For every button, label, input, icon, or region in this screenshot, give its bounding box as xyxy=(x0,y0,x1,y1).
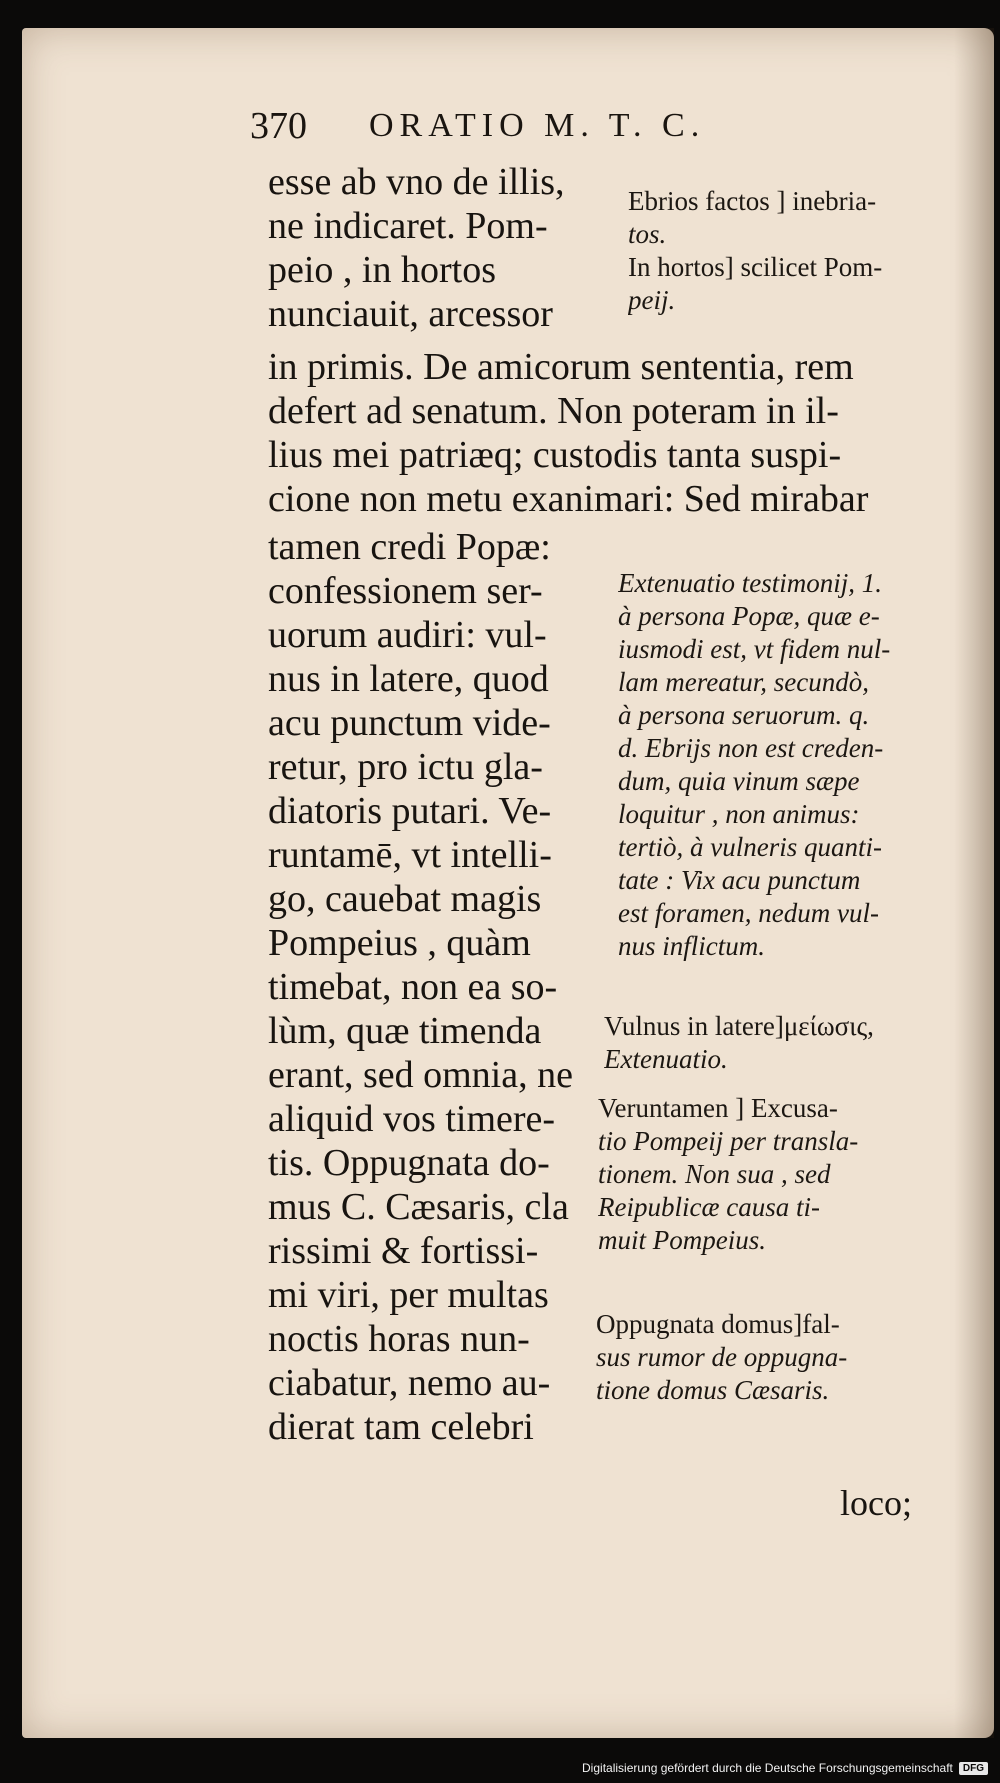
note-line: Extenuatio. xyxy=(604,1044,728,1074)
note-line: nus inflictum. xyxy=(618,931,765,961)
text-line: confessionem ser- xyxy=(268,570,543,612)
marginal-note-1 xyxy=(628,185,882,317)
main-text-block-1 xyxy=(268,160,608,336)
text-line: diatoris putari. Ve- xyxy=(268,790,552,832)
text-line: peio , in hortos xyxy=(268,249,496,291)
note-line: sus rumor de oppugna- xyxy=(596,1342,848,1372)
text-line: runtamē, vt intelli- xyxy=(268,834,552,876)
note-line: tertiò, à vulneris quanti- xyxy=(618,832,882,862)
note-line: Ebrios factos ] inebria- xyxy=(628,186,877,216)
note-line: tione domus Cæsaris. xyxy=(596,1375,830,1405)
page-edge-shadow xyxy=(954,28,994,1738)
dfg-logo-icon: DFG xyxy=(959,1762,988,1775)
note-line: dum, quia vinum sæpe xyxy=(618,766,860,796)
note-line: Extenuatio testimonij, 1. xyxy=(618,568,882,598)
text-line: mi viri, per multas xyxy=(268,1274,549,1316)
page-header xyxy=(250,95,810,157)
text-line: in primis. De amicorum sententia, rem xyxy=(268,346,854,388)
text-line: dierat tam celebri xyxy=(268,1406,534,1448)
text-line: mus C. Cæsaris, cla xyxy=(268,1186,569,1228)
note-line: tio Pompeij per transla- xyxy=(598,1126,859,1156)
digitization-credit xyxy=(582,1757,988,1779)
note-line: Vulnus in latere]μείωσις, xyxy=(604,1011,874,1041)
text-line: esse ab vno de illis, xyxy=(268,161,565,203)
note-line: d. Ebrijs non est creden- xyxy=(618,733,884,763)
note-line: iusmodi est, vt fidem nul- xyxy=(618,634,891,664)
note-line: tate : Vix acu punctum xyxy=(618,865,861,895)
text-line: noctis horas nun- xyxy=(268,1318,530,1360)
text-line: lius mei patriæq; custodis tanta suspi- xyxy=(268,434,842,476)
note-line: Oppugnata domus]fal- xyxy=(596,1309,840,1339)
marginal-note-2 xyxy=(618,567,890,963)
credit-text: Digitalisierung gefördert durch die Deutsche Forschungsgemeinschaft xyxy=(582,1761,953,1775)
text-line: ciabatur, nemo au- xyxy=(268,1362,551,1404)
text-line: Pompeius , quàm xyxy=(268,922,531,964)
text-line: rissimi & fortissi- xyxy=(268,1230,539,1272)
note-line: à persona Popæ, quæ e- xyxy=(618,601,880,631)
text-line: cione non metu exanimari: Sed mirabar xyxy=(268,478,869,520)
text-line: tis. Oppugnata do- xyxy=(268,1142,550,1184)
marginal-note-4 xyxy=(598,1092,858,1257)
text-line: nunciauit, arcessor xyxy=(268,293,553,335)
note-line: tos. xyxy=(628,219,667,249)
note-line: à persona seruorum. q. xyxy=(618,700,870,730)
note-line: Veruntamen ] Excusa- xyxy=(598,1093,838,1123)
running-head: ORATIO M. T. C. xyxy=(369,107,706,144)
text-line: acu punctum vide- xyxy=(268,702,551,744)
text-line: timebat, non ea so- xyxy=(268,966,558,1008)
page-number: 370 xyxy=(250,105,307,147)
note-line: In hortos] scilicet Pom- xyxy=(628,252,883,282)
text-line: retur, pro ictu gla- xyxy=(268,746,543,788)
text-line: aliquid vos timere- xyxy=(268,1098,556,1140)
marginal-note-3 xyxy=(604,1010,874,1076)
note-line: tionem. Non sua , sed xyxy=(598,1159,831,1189)
text-line: erant, sed omnia, ne xyxy=(268,1054,573,1096)
text-line: uorum audiri: vul- xyxy=(268,614,547,656)
note-line: loquitur , non animus: xyxy=(618,799,860,829)
note-line: lam mereatur, secundò, xyxy=(618,667,869,697)
note-line: muit Pompeius. xyxy=(598,1225,766,1255)
catchword: loco; xyxy=(840,1483,912,1523)
note-line: est foramen, nedum vul- xyxy=(618,898,879,928)
text-line: defert ad senatum. Non poteram in il- xyxy=(268,390,839,432)
text-line: lùm, quæ timenda xyxy=(268,1010,542,1052)
note-line: Reipublicæ causa ti- xyxy=(598,1192,820,1222)
marginal-note-5 xyxy=(596,1308,847,1407)
text-line: nus in latere, quod xyxy=(268,658,549,700)
main-text-block-2 xyxy=(268,345,968,521)
text-line: ne indicaret. Pom- xyxy=(268,205,548,247)
text-line: go, cauebat magis xyxy=(268,878,542,920)
main-text-block-3 xyxy=(268,525,608,1449)
note-line: peij. xyxy=(628,285,676,315)
text-line: tamen credi Popæ: xyxy=(268,526,551,568)
